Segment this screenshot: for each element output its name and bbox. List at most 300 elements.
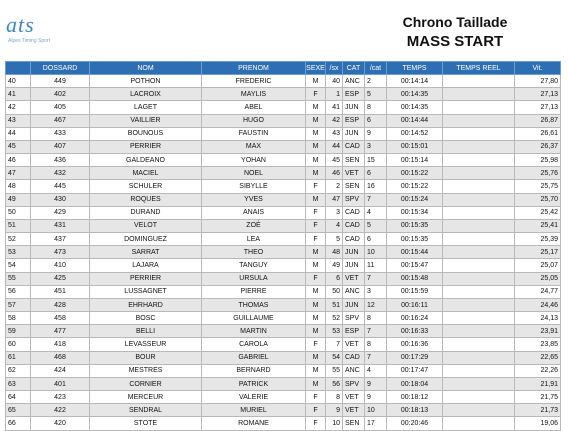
cell-dossard: 422 [31, 404, 90, 417]
cell-rank-cat: 10 [365, 246, 387, 259]
cell-prenom: PIERRE [202, 285, 306, 298]
cell-vitesse: 26,87 [515, 114, 561, 127]
cell-cat: SPV [343, 193, 365, 206]
cell-nom: BELLI [90, 325, 202, 338]
cell-cat: SPV [343, 312, 365, 325]
cell-rank: 53 [6, 246, 31, 259]
cell-rank: 44 [6, 127, 31, 140]
cell-temps-reel [443, 206, 515, 219]
cell-cat: JUN [343, 246, 365, 259]
cell-dossard: 458 [31, 312, 90, 325]
cell-cat: ANC [343, 285, 365, 298]
cell-temps-reel [443, 127, 515, 140]
cell-cat: VET [343, 338, 365, 351]
cell-rank-sexe: 46 [326, 167, 343, 180]
cell-nom: LAJARA [90, 259, 202, 272]
cell-temps: 00:18:04 [387, 377, 443, 390]
cell-cat: SEN [343, 154, 365, 167]
cell-rank-sexe: 9 [326, 404, 343, 417]
cell-temps: 00:15:35 [387, 219, 443, 232]
cell-nom: DURAND [90, 206, 202, 219]
cell-vitesse: 25,05 [515, 272, 561, 285]
cell-nom: MACIEL [90, 167, 202, 180]
cell-vitesse: 25,17 [515, 246, 561, 259]
cell-sexe: M [306, 167, 326, 180]
cell-nom: CORNIER [90, 377, 202, 390]
cell-temps-reel [443, 167, 515, 180]
column-header-cat: CAT [343, 62, 365, 75]
cell-vitesse: 22,65 [515, 351, 561, 364]
cell-rank-cat: 8 [365, 312, 387, 325]
cell-dossard: 436 [31, 154, 90, 167]
cell-rank: 43 [6, 114, 31, 127]
cell-rank: 42 [6, 101, 31, 114]
cell-temps: 00:14:35 [387, 101, 443, 114]
cell-prenom: LEA [202, 233, 306, 246]
cell-temps: 00:15:14 [387, 154, 443, 167]
cell-dossard: 424 [31, 364, 90, 377]
cell-rank-cat: 15 [365, 154, 387, 167]
cell-nom: LUSSAGNET [90, 285, 202, 298]
table-row [6, 101, 561, 114]
cell-vitesse: 25,39 [515, 233, 561, 246]
cell-cat: VET [343, 404, 365, 417]
cell-vitesse: 21,91 [515, 377, 561, 390]
cell-rank-cat: 8 [365, 101, 387, 114]
cell-temps: 00:14:52 [387, 127, 443, 140]
cell-rank: 58 [6, 312, 31, 325]
table-row [6, 114, 561, 127]
cell-sexe: F [306, 206, 326, 219]
cell-sexe: F [306, 272, 326, 285]
cell-vitesse: 23,85 [515, 338, 561, 351]
cell-rank: 45 [6, 140, 31, 153]
page-subtitle: MASS START [406, 33, 504, 50]
cell-prenom: VALERIE [202, 391, 306, 404]
cell-prenom: THEO [202, 246, 306, 259]
cell-nom: DOMINGUEZ [90, 233, 202, 246]
cell-rank: 65 [6, 404, 31, 417]
cell-sexe: F [306, 233, 326, 246]
cell-rank-sexe: 48 [326, 246, 343, 259]
cell-prenom: HUGO [202, 114, 306, 127]
cell-prenom: FREDERIC [202, 75, 306, 88]
cell-sexe: M [306, 285, 326, 298]
table-row [6, 167, 561, 180]
cell-vitesse: 25,07 [515, 259, 561, 272]
cell-cat: JUN [343, 101, 365, 114]
cell-nom: LACROIX [90, 88, 202, 101]
cell-nom: MESTRES [90, 364, 202, 377]
column-header-sexe: SEXE [306, 62, 326, 75]
cell-rank: 60 [6, 338, 31, 351]
cell-rank-cat: 9 [365, 127, 387, 140]
cell-cat: VET [343, 391, 365, 404]
cell-vitesse: 19,06 [515, 417, 561, 430]
cell-rank-cat: 5 [365, 219, 387, 232]
cell-sexe: F [306, 219, 326, 232]
cell-temps: 00:15:35 [387, 233, 443, 246]
cell-rank-cat: 4 [365, 364, 387, 377]
cell-rank-sexe: 43 [326, 127, 343, 140]
cell-prenom: MARTIN [202, 325, 306, 338]
cell-rank-sexe: 5 [326, 233, 343, 246]
cell-temps: 00:15:59 [387, 285, 443, 298]
cell-dossard: 451 [31, 285, 90, 298]
cell-rank-cat: 17 [365, 417, 387, 430]
cell-dossard: 473 [31, 246, 90, 259]
cell-rank-sexe: 3 [326, 206, 343, 219]
page-title: Chrono Taillade [402, 14, 508, 30]
table-row [6, 404, 561, 417]
cell-cat: SPV [343, 377, 365, 390]
cell-cat: ANC [343, 364, 365, 377]
cell-temps-reel [443, 364, 515, 377]
cell-vitesse: 24,46 [515, 298, 561, 311]
cell-vitesse: 24,77 [515, 285, 561, 298]
cell-rank: 40 [6, 75, 31, 88]
cell-temps-reel [443, 298, 515, 311]
cell-prenom: FAUSTIN [202, 127, 306, 140]
cell-temps: 00:20:46 [387, 417, 443, 430]
cell-prenom: URSULA [202, 272, 306, 285]
cell-temps-reel [443, 75, 515, 88]
cell-sexe: F [306, 404, 326, 417]
cell-rank-cat: 8 [365, 338, 387, 351]
table-row [6, 88, 561, 101]
cell-rank-cat: 7 [365, 325, 387, 338]
table-row [6, 206, 561, 219]
cell-cat: VET [343, 272, 365, 285]
cell-temps: 00:15:01 [387, 140, 443, 153]
cell-rank-sexe: 52 [326, 312, 343, 325]
cell-temps-reel [443, 154, 515, 167]
table-row [6, 127, 561, 140]
cell-dossard: 401 [31, 377, 90, 390]
cell-rank-cat: 9 [365, 377, 387, 390]
cell-cat: ESP [343, 114, 365, 127]
table-row [6, 180, 561, 193]
cell-prenom: MURIEL [202, 404, 306, 417]
table-row [6, 298, 561, 311]
cell-temps-reel [443, 233, 515, 246]
cell-prenom: BERNARD [202, 364, 306, 377]
cell-dossard: 477 [31, 325, 90, 338]
cell-vitesse: 25,41 [515, 219, 561, 232]
cell-temps: 00:16:11 [387, 298, 443, 311]
cell-nom: STOTE [90, 417, 202, 430]
cell-rank-sexe: 55 [326, 364, 343, 377]
cell-dossard: 445 [31, 180, 90, 193]
cell-rank: 62 [6, 364, 31, 377]
cell-sexe: M [306, 140, 326, 153]
cell-rank: 64 [6, 391, 31, 404]
cell-cat: CAD [343, 219, 365, 232]
cell-dossard: 430 [31, 193, 90, 206]
cell-rank-sexe: 41 [326, 101, 343, 114]
column-header-prenom: PRENOM [202, 62, 306, 75]
cell-nom: LEVASSEUR [90, 338, 202, 351]
cell-temps: 00:15:47 [387, 259, 443, 272]
cell-prenom: CAROLA [202, 338, 306, 351]
table-row [6, 338, 561, 351]
cell-vitesse: 24,13 [515, 312, 561, 325]
cell-rank-cat: 6 [365, 114, 387, 127]
cell-rank-sexe: 50 [326, 285, 343, 298]
cell-temps-reel [443, 193, 515, 206]
cell-temps-reel [443, 272, 515, 285]
cell-rank-sexe: 56 [326, 377, 343, 390]
cell-rank: 52 [6, 233, 31, 246]
cell-temps-reel [443, 351, 515, 364]
cell-sexe: M [306, 364, 326, 377]
cell-vitesse: 27,80 [515, 75, 561, 88]
cell-rank: 56 [6, 285, 31, 298]
cell-temps-reel [443, 391, 515, 404]
table-body [6, 75, 561, 431]
cell-cat: JUN [343, 259, 365, 272]
cell-sexe: M [306, 193, 326, 206]
cell-nom: MERCEUR [90, 391, 202, 404]
cell-dossard: 420 [31, 417, 90, 430]
cell-dossard: 407 [31, 140, 90, 153]
table-header-row [6, 62, 561, 75]
cell-rank-cat: 11 [365, 259, 387, 272]
cell-rank: 59 [6, 325, 31, 338]
cell-prenom: PATRICK [202, 377, 306, 390]
cell-nom: SARRAT [90, 246, 202, 259]
cell-vitesse: 25,75 [515, 180, 561, 193]
cell-rank: 51 [6, 219, 31, 232]
cell-prenom: MAYLIS [202, 88, 306, 101]
cell-sexe: M [306, 325, 326, 338]
cell-vitesse: 26,61 [515, 127, 561, 140]
cell-dossard: 425 [31, 272, 90, 285]
cell-dossard: 437 [31, 233, 90, 246]
column-header-rank-sexe: /sx [326, 62, 343, 75]
cell-temps: 00:17:29 [387, 351, 443, 364]
cell-vitesse: 22,26 [515, 364, 561, 377]
cell-sexe: M [306, 259, 326, 272]
cell-vitesse: 26,37 [515, 140, 561, 153]
cell-rank-cat: 16 [365, 180, 387, 193]
cell-vitesse: 25,76 [515, 167, 561, 180]
cell-cat: JUN [343, 298, 365, 311]
cell-rank-sexe: 47 [326, 193, 343, 206]
cell-sexe: M [306, 377, 326, 390]
cell-temps: 00:16:33 [387, 325, 443, 338]
cell-rank-sexe: 42 [326, 114, 343, 127]
cell-rank-sexe: 4 [326, 219, 343, 232]
cell-dossard: 449 [31, 75, 90, 88]
cell-sexe: M [306, 246, 326, 259]
table-row [6, 351, 561, 364]
cell-dossard: 418 [31, 338, 90, 351]
cell-dossard: 429 [31, 206, 90, 219]
cell-temps-reel [443, 140, 515, 153]
table-row [6, 193, 561, 206]
column-header-temps-reel: TEMPS REEL [443, 62, 515, 75]
cell-rank-sexe: 7 [326, 338, 343, 351]
cell-dossard: 410 [31, 259, 90, 272]
cell-temps-reel [443, 417, 515, 430]
cell-temps: 00:14:35 [387, 88, 443, 101]
cell-rank-cat: 2 [365, 75, 387, 88]
cell-rank-cat: 3 [365, 285, 387, 298]
cell-rank-sexe: 45 [326, 154, 343, 167]
cell-nom: BOSC [90, 312, 202, 325]
cell-nom: ROQUES [90, 193, 202, 206]
cell-prenom: NOEL [202, 167, 306, 180]
cell-sexe: M [306, 298, 326, 311]
cell-sexe: F [306, 88, 326, 101]
table-row [6, 391, 561, 404]
cell-vitesse: 23,91 [515, 325, 561, 338]
table-row [6, 364, 561, 377]
cell-cat: SEN [343, 180, 365, 193]
cell-rank-cat: 7 [365, 272, 387, 285]
cell-rank: 47 [6, 167, 31, 180]
cell-sexe: M [306, 75, 326, 88]
cell-rank: 49 [6, 193, 31, 206]
cell-temps-reel [443, 180, 515, 193]
cell-nom: PERRIER [90, 140, 202, 153]
cell-temps-reel [443, 101, 515, 114]
table-row [6, 219, 561, 232]
cell-vitesse: 27,13 [515, 101, 561, 114]
cell-cat: VET [343, 167, 365, 180]
cell-temps: 00:15:24 [387, 193, 443, 206]
cell-rank-cat: 12 [365, 298, 387, 311]
cell-vitesse: 25,42 [515, 206, 561, 219]
cell-rank-sexe: 40 [326, 75, 343, 88]
cell-rank-cat: 10 [365, 404, 387, 417]
cell-prenom: YOHAN [202, 154, 306, 167]
cell-rank-cat: 4 [365, 206, 387, 219]
cell-prenom: YVES [202, 193, 306, 206]
cell-dossard: 405 [31, 101, 90, 114]
cell-dossard: 468 [31, 351, 90, 364]
table-row [6, 75, 561, 88]
cell-nom: BOUR [90, 351, 202, 364]
cell-temps: 00:15:44 [387, 246, 443, 259]
cell-rank-cat: 7 [365, 193, 387, 206]
cell-temps-reel [443, 404, 515, 417]
cell-temps-reel [443, 325, 515, 338]
cell-rank-cat: 6 [365, 167, 387, 180]
cell-temps: 00:15:22 [387, 180, 443, 193]
cell-nom: SENDRAL [90, 404, 202, 417]
ats-logo [6, 12, 52, 46]
cell-cat: ANC [343, 75, 365, 88]
table-row [6, 377, 561, 390]
cell-nom: GALDEANO [90, 154, 202, 167]
cell-temps: 00:15:22 [387, 167, 443, 180]
cell-temps-reel [443, 312, 515, 325]
cell-cat: CAD [343, 206, 365, 219]
cell-prenom: THOMAS [202, 298, 306, 311]
cell-rank-sexe: 6 [326, 272, 343, 285]
cell-cat: JUN [343, 127, 365, 140]
cell-sexe: M [306, 127, 326, 140]
cell-sexe: F [306, 338, 326, 351]
cell-rank: 55 [6, 272, 31, 285]
table-row [6, 285, 561, 298]
cell-prenom: TANGUY [202, 259, 306, 272]
cell-nom: EHRHARD [90, 298, 202, 311]
column-header-vitesse: Vit. [515, 62, 561, 75]
cell-temps-reel [443, 219, 515, 232]
cell-dossard: 433 [31, 127, 90, 140]
column-header-nom: NOM [90, 62, 202, 75]
cell-temps: 00:15:48 [387, 272, 443, 285]
table-row [6, 259, 561, 272]
cell-vitesse: 25,98 [515, 154, 561, 167]
cell-nom: VELOT [90, 219, 202, 232]
logo-text: ats [6, 12, 35, 37]
cell-temps: 00:16:24 [387, 312, 443, 325]
cell-rank: 54 [6, 259, 31, 272]
cell-dossard: 431 [31, 219, 90, 232]
cell-rank: 46 [6, 154, 31, 167]
cell-rank: 57 [6, 298, 31, 311]
cell-nom: VAILLIER [90, 114, 202, 127]
cell-rank-sexe: 51 [326, 298, 343, 311]
table-row [6, 325, 561, 338]
cell-rank-cat: 5 [365, 88, 387, 101]
table-row [6, 140, 561, 153]
cell-rank-cat: 7 [365, 351, 387, 364]
cell-prenom: MAX [202, 140, 306, 153]
table-row [6, 312, 561, 325]
cell-temps-reel [443, 285, 515, 298]
cell-prenom: SIBYLLE [202, 180, 306, 193]
cell-rank-cat: 3 [365, 140, 387, 153]
cell-rank-cat: 6 [365, 233, 387, 246]
cell-temps-reel [443, 377, 515, 390]
cell-temps: 00:18:13 [387, 404, 443, 417]
cell-sexe: M [306, 351, 326, 364]
cell-dossard: 402 [31, 88, 90, 101]
cell-rank-sexe: 2 [326, 180, 343, 193]
table-row [6, 154, 561, 167]
cell-cat: CAD [343, 351, 365, 364]
column-header-temps: TEMPS [387, 62, 443, 75]
cell-temps-reel [443, 88, 515, 101]
cell-temps: 00:16:36 [387, 338, 443, 351]
cell-prenom: ANAIS [202, 206, 306, 219]
cell-sexe: F [306, 391, 326, 404]
cell-vitesse: 21,75 [515, 391, 561, 404]
cell-temps: 00:14:14 [387, 75, 443, 88]
cell-dossard: 423 [31, 391, 90, 404]
cell-rank: 48 [6, 180, 31, 193]
cell-rank: 50 [6, 206, 31, 219]
cell-prenom: GUILLAUME [202, 312, 306, 325]
cell-rank-sexe: 1 [326, 88, 343, 101]
cell-dossard: 467 [31, 114, 90, 127]
cell-prenom: ZOÉ [202, 219, 306, 232]
cell-vitesse: 27,13 [515, 88, 561, 101]
table-row [6, 246, 561, 259]
table-row [6, 417, 561, 430]
cell-rank: 61 [6, 351, 31, 364]
cell-sexe: F [306, 417, 326, 430]
cell-temps: 00:18:12 [387, 391, 443, 404]
cell-rank: 63 [6, 377, 31, 390]
cell-temps: 00:14:44 [387, 114, 443, 127]
cell-temps: 00:17:47 [387, 364, 443, 377]
